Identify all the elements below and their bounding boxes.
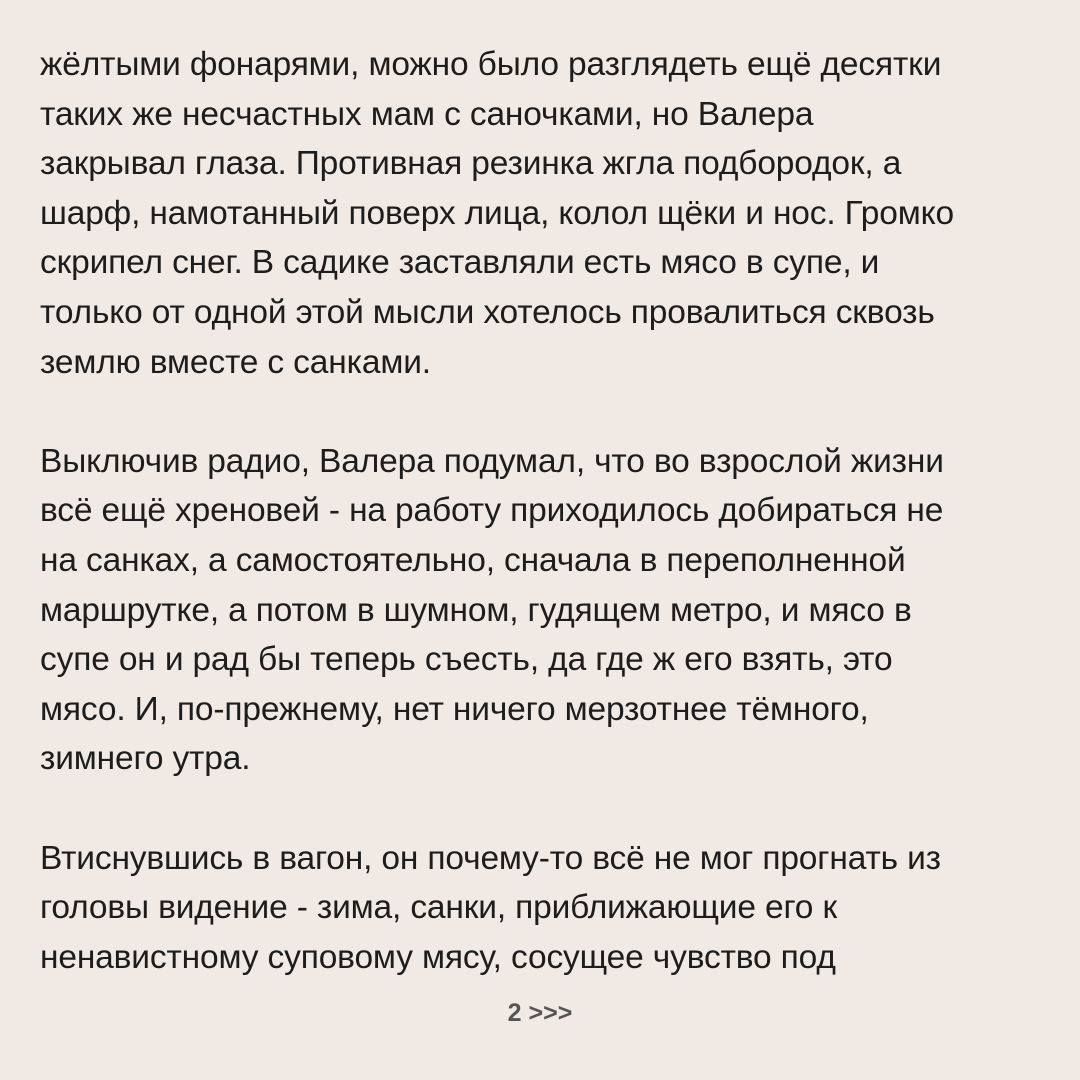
text-line: ненавистному суповому мясу, сосущее чувство под	[40, 938, 836, 976]
text-line: жёлтыми фонарями, можно было разглядеть ещё десятки	[40, 46, 942, 83]
paragraph-3	[40, 834, 1050, 983]
text-line: мясо. И, по-прежнему, нет ничего мерзотнее тёмного,	[40, 690, 869, 728]
paragraph-gap	[40, 784, 1050, 834]
page-indicator: 2 >>>	[507, 999, 573, 1027]
story-text	[40, 40, 1050, 982]
text-line: зимнего утра.	[40, 740, 251, 778]
text-line: всё ещё хреновей - на работу приходилось добираться не	[40, 492, 944, 530]
text-line: только от одной этой мысли хотелось провалиться сквозь	[40, 293, 935, 331]
text-line: скрипел снег. В садике заставляли есть мясо в супе, и	[40, 244, 880, 282]
text-line: закрывал глаза. Противная резинка жгла подбородок, а	[40, 145, 902, 183]
paragraph-2	[40, 437, 1050, 784]
text-line: Выключив радио, Валера подумал, что во взрослой жизни	[40, 442, 944, 480]
paragraph-gap	[40, 387, 1050, 437]
text-line: таких же несчастных мам с саночками, но Валера	[40, 95, 814, 133]
text-line: головы видение - зима, санки, приближающие его к	[40, 889, 837, 927]
text-line: шарф, намотанный поверх лица, колол щёки и нос. Громко	[40, 194, 955, 232]
text-line: Втиснувшись в вагон, он почему-то всё не мог прогнать из	[40, 839, 941, 877]
text-line: землю вместе с санками.	[40, 343, 431, 381]
text-line: на санках, а самостоятельно, сначала в переполненной	[40, 541, 906, 579]
text-line: маршрутке, а потом в шумном, гудящем метро, и мясо в	[40, 591, 912, 629]
text-line: супе он и рад бы теперь съесть, да где ж его взять, это	[40, 641, 893, 679]
paragraph-1	[40, 40, 1050, 387]
